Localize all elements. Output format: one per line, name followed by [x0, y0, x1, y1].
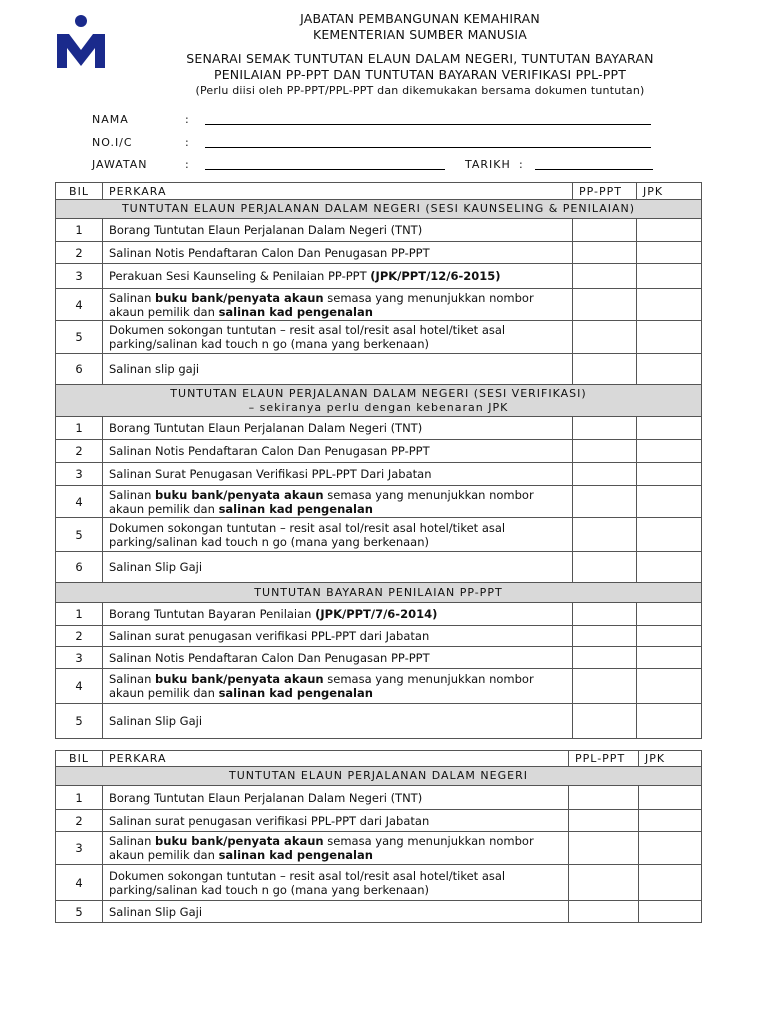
table-row [56, 786, 702, 810]
row-number: 1 [56, 219, 103, 242]
noic-colon: : [185, 136, 190, 149]
checkbox-jpk[interactable] [639, 901, 702, 923]
table-row [56, 321, 702, 354]
checkbox-jpk[interactable] [637, 321, 702, 354]
row-number: 1 [56, 786, 103, 810]
row-number: 1 [56, 417, 103, 440]
checkbox-ppl-ppt[interactable] [569, 786, 639, 810]
row-item: Salinan slip gaji [103, 354, 573, 385]
item-text: parking/salinan kad touch n go (mana yang berkenaan) [109, 882, 430, 897]
table-row [56, 463, 702, 486]
checkbox-pp-ppt[interactable] [573, 321, 637, 354]
checkbox-pp-ppt[interactable] [573, 603, 637, 626]
checkbox-jpk[interactable] [639, 810, 702, 832]
item-text: akaun pemilik dan [109, 686, 219, 700]
checkbox-ppl-ppt[interactable] [569, 832, 639, 865]
checkbox-pp-ppt[interactable] [573, 486, 637, 518]
item-text: Salinan [109, 290, 156, 305]
col-header-perkara: PERKARA [103, 751, 569, 767]
item-text: akaun pemilik dan [109, 848, 219, 862]
checkbox-pp-ppt[interactable] [573, 647, 637, 669]
agency-name: JABATAN PEMBANGUNAN KEMAHIRAN [300, 11, 540, 26]
row-number: 2 [56, 626, 103, 647]
row-number: 3 [56, 647, 103, 669]
item-text: Dokumen sokongan tuntutan – resit asal tol/resit asal hotel/tiket asal [109, 323, 506, 337]
table-row [56, 832, 702, 865]
section-title: TUNTUTAN ELAUN PERJALANAN DALAM NEGERI (SESI VERIFIKASI) [170, 386, 587, 400]
col-header-jpk: JPK [637, 183, 702, 200]
checkbox-ppl-ppt[interactable] [569, 901, 639, 923]
row-item: Salinan Surat Penugasan Verifikasi PPL-PPT Dari Jabatan [103, 463, 573, 486]
row-item [103, 669, 573, 704]
item-text: Borang Tuntutan Bayaran Penilaian [109, 607, 316, 621]
item-bold: buku bank/penyata akaun [155, 487, 324, 502]
jawatan-field[interactable] [205, 169, 445, 170]
row-number: 1 [56, 603, 103, 626]
row-number: 4 [56, 486, 103, 518]
row-number: 6 [56, 552, 103, 583]
table-row [56, 865, 702, 901]
item-text: parking/salinan kad touch n go (mana yang berkenaan) [109, 337, 430, 351]
table-row [56, 219, 702, 242]
table-row [56, 647, 702, 669]
checkbox-jpk[interactable] [637, 440, 702, 463]
row-number: 5 [56, 901, 103, 923]
jawatan-colon: : [185, 158, 190, 171]
row-number: 3 [56, 832, 103, 865]
checkbox-pp-ppt[interactable] [573, 518, 637, 552]
item-bold: salinan kad pengenalan [218, 686, 373, 700]
item-bold: buku bank/penyata akaun [155, 290, 324, 305]
item-text: semasa yang menunjukkan nombor [323, 672, 534, 686]
col-header-pp-ppt: PP-PPT [573, 183, 637, 200]
tarikh-colon: : [519, 158, 524, 171]
table-row [56, 440, 702, 463]
row-number: 3 [56, 463, 103, 486]
nama-colon: : [185, 113, 190, 126]
col-header-perkara: PERKARA [103, 183, 573, 200]
row-number: 4 [56, 865, 103, 901]
checkbox-pp-ppt[interactable] [573, 440, 637, 463]
checkbox-jpk[interactable] [637, 264, 702, 289]
checkbox-jpk[interactable] [637, 647, 702, 669]
item-text: Salinan [109, 672, 156, 686]
noic-label: NO.I/C [92, 136, 133, 149]
row-item: Salinan Slip Gaji [103, 704, 573, 739]
section-header [56, 385, 702, 417]
row-item [103, 832, 569, 865]
row-item [103, 289, 573, 321]
checkbox-jpk[interactable] [639, 786, 702, 810]
row-number: 5 [56, 704, 103, 739]
checkbox-pp-ppt[interactable] [573, 264, 637, 289]
checkbox-pp-ppt[interactable] [573, 242, 637, 264]
item-bold: buku bank/penyata akaun [155, 672, 324, 686]
table-row [56, 552, 702, 583]
tarikh-label: TARIKH [465, 158, 511, 171]
row-number: 2 [56, 242, 103, 264]
item-text: parking/salinan kad touch n go (mana yang berkenaan) [109, 534, 430, 549]
col-header-jpk: JPK [639, 751, 702, 767]
nama-label: NAMA [92, 113, 129, 126]
checkbox-ppl-ppt[interactable] [569, 865, 639, 901]
row-item [103, 486, 573, 518]
checkbox-ppl-ppt[interactable] [569, 810, 639, 832]
table-row [56, 354, 702, 385]
table-row [56, 486, 702, 518]
item-text: semasa yang menunjukkan nombor [323, 290, 534, 305]
col-header-bil: BIL [56, 183, 103, 200]
item-text: Dokumen sokongan tuntutan – resit asal tol/resit asal hotel/tiket asal [109, 520, 506, 535]
checkbox-pp-ppt[interactable] [573, 219, 637, 242]
item-text: Salinan [109, 487, 156, 502]
nama-field[interactable] [205, 124, 651, 125]
checkbox-jpk[interactable] [637, 704, 702, 739]
checklist-table-ppl-ppt [55, 750, 702, 923]
logo-dot [75, 15, 87, 27]
checkbox-jpk[interactable] [637, 518, 702, 552]
item-text: Dokumen sokongan tuntutan – resit asal tol/resit asal hotel/tiket asal [109, 868, 506, 883]
row-item [103, 264, 573, 289]
checkbox-jpk[interactable] [639, 865, 702, 901]
table-row [56, 901, 702, 923]
row-item [103, 518, 573, 552]
item-text: semasa yang menunjukkan nombor [323, 487, 534, 502]
checkbox-pp-ppt[interactable] [573, 463, 637, 486]
row-item: Salinan Slip Gaji [103, 552, 573, 583]
row-item: Salinan surat penugasan verifikasi PPL-PPT dari Jabatan [103, 810, 569, 832]
checkbox-jpk[interactable] [637, 626, 702, 647]
row-item [103, 865, 569, 901]
row-number: 3 [56, 264, 103, 289]
checkbox-pp-ppt[interactable] [573, 626, 637, 647]
checkbox-jpk[interactable] [637, 603, 702, 626]
table-row [56, 603, 702, 626]
checkbox-pp-ppt[interactable] [573, 552, 637, 583]
row-number: 5 [56, 321, 103, 354]
row-number: 4 [56, 669, 103, 704]
row-item: Borang Tuntutan Elaun Perjalanan Dalam Negeri (TNT) [103, 219, 573, 242]
checkbox-pp-ppt[interactable] [573, 669, 637, 704]
logo-m-shape [57, 34, 105, 68]
checkbox-jpk[interactable] [637, 354, 702, 385]
checkbox-jpk[interactable] [637, 417, 702, 440]
item-reference: (JPK/PPT/12/6-2015) [370, 269, 501, 283]
jawatan-label: JAWATAN [92, 158, 148, 171]
agency-logo [55, 14, 107, 70]
item-bold: salinan kad pengenalan [218, 501, 373, 516]
form-title-line1: SENARAI SEMAK TUNTUTAN ELAUN DALAM NEGERI, TUNTUTAN BAYARAN [186, 51, 654, 66]
row-item [103, 321, 573, 354]
item-text: akaun pemilik dan [109, 304, 219, 319]
item-text: semasa yang menunjukkan nombor [323, 834, 534, 848]
checkbox-jpk[interactable] [637, 219, 702, 242]
row-item: Borang Tuntutan Elaun Perjalanan Dalam Negeri (TNT) [103, 417, 573, 440]
table-row [56, 417, 702, 440]
table-row [56, 242, 702, 264]
row-number: 2 [56, 440, 103, 463]
row-number: 6 [56, 354, 103, 385]
table-row [56, 669, 702, 704]
row-number: 4 [56, 289, 103, 321]
row-item: Salinan Notis Pendaftaran Calon Dan Penugasan PP-PPT [103, 647, 573, 669]
row-item: Salinan Notis Pendaftaran Calon Dan Penugasan PP-PPT [103, 440, 573, 463]
noic-field[interactable] [205, 147, 651, 148]
table-row [56, 704, 702, 739]
checklist-table-pp-ppt [55, 182, 702, 739]
ministry-name: KEMENTERIAN SUMBER MANUSIA [312, 27, 528, 42]
tarikh-field[interactable] [535, 169, 653, 170]
checkbox-jpk[interactable] [639, 832, 702, 865]
item-bold: salinan kad pengenalan [218, 304, 373, 319]
form-title-line2: PENILAIAN PP-PPT DAN TUNTUTAN BAYARAN VERIFIKASI PPL-PPT [213, 67, 627, 82]
item-reference: (JPK/PPT/7/6-2014) [315, 607, 438, 621]
table-row [56, 264, 702, 289]
item-text: Salinan [109, 834, 156, 848]
table-row [56, 626, 702, 647]
row-item: Salinan Slip Gaji [103, 901, 569, 923]
checkbox-jpk[interactable] [637, 289, 702, 321]
checkbox-jpk[interactable] [637, 552, 702, 583]
checkbox-jpk[interactable] [637, 486, 702, 518]
form-instruction: (Perlu diisi oleh PP-PPT/PPL-PPT dan dikemukakan bersama dokumen tuntutan) [195, 84, 645, 97]
item-bold: salinan kad pengenalan [218, 848, 373, 862]
col-header-ppl-ppt: PPL-PPT [569, 751, 639, 767]
checkbox-pp-ppt[interactable] [573, 354, 637, 385]
checkbox-pp-ppt[interactable] [573, 704, 637, 739]
row-number: 2 [56, 810, 103, 832]
section-subtitle: – sekiranya perlu dengan kebenaran JPK [248, 400, 509, 414]
checkbox-jpk[interactable] [637, 242, 702, 264]
checkbox-pp-ppt[interactable] [573, 289, 637, 321]
checkbox-jpk[interactable] [637, 669, 702, 704]
item-text: akaun pemilik dan [109, 501, 219, 516]
section-header: TUNTUTAN ELAUN PERJALANAN DALAM NEGERI (SESI KAUNSELING & PENILAIAN) [56, 200, 702, 219]
row-item: Borang Tuntutan Elaun Perjalanan Dalam Negeri (TNT) [103, 786, 569, 810]
item-text: Perakuan Sesi Kaunseling & Penilaian PP-PPT [109, 269, 371, 283]
table-row [56, 518, 702, 552]
section-header: TUNTUTAN BAYARAN PENILAIAN PP-PPT [56, 583, 702, 603]
row-number: 5 [56, 518, 103, 552]
section-header: TUNTUTAN ELAUN PERJALANAN DALAM NEGERI [56, 767, 702, 786]
row-item [103, 603, 573, 626]
table-row [56, 810, 702, 832]
row-item: Salinan surat penugasan verifikasi PPL-PPT dari Jabatan [103, 626, 573, 647]
table-row [56, 289, 702, 321]
checkbox-jpk[interactable] [637, 463, 702, 486]
checkbox-pp-ppt[interactable] [573, 417, 637, 440]
col-header-bil: BIL [56, 751, 103, 767]
item-bold: buku bank/penyata akaun [155, 834, 324, 848]
row-item: Salinan Notis Pendaftaran Calon Dan Penugasan PP-PPT [103, 242, 573, 264]
